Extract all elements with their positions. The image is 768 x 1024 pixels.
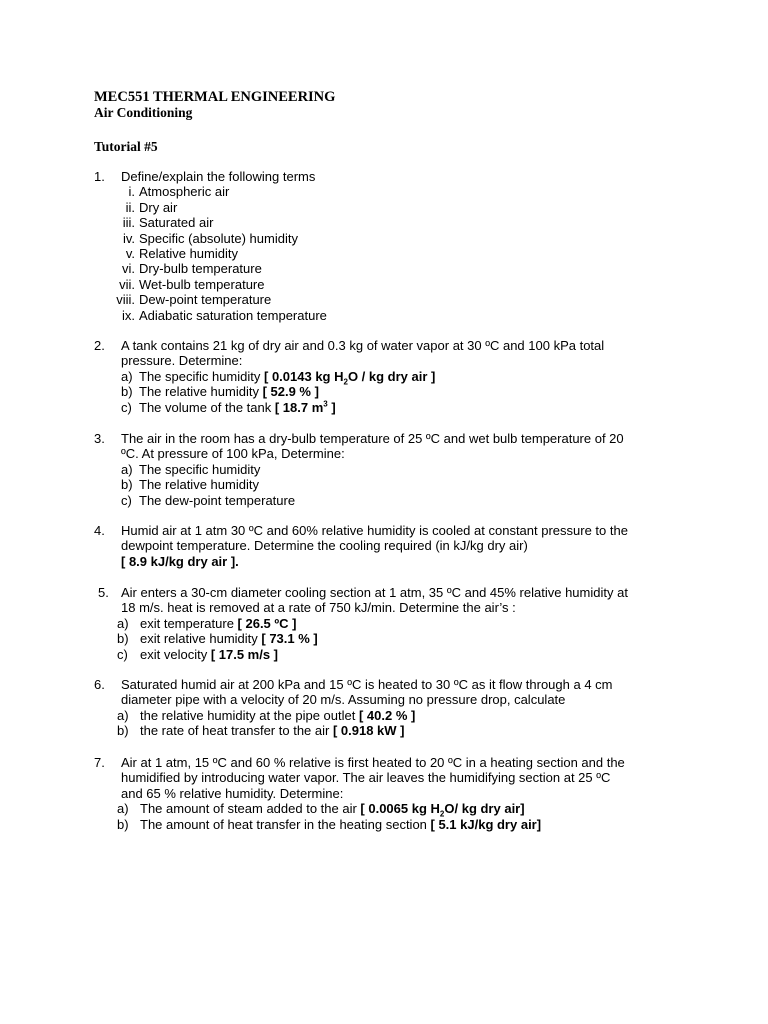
question-number: 4. bbox=[94, 523, 105, 538]
item-text: the rate of heat transfer to the air bbox=[140, 723, 333, 739]
item-marker: b) bbox=[117, 816, 129, 832]
answer: [ 8.9 kJ/kg dry air ]. bbox=[121, 553, 239, 569]
question-body bbox=[117, 677, 681, 739]
item-text: exit velocity bbox=[140, 646, 211, 662]
list-item bbox=[117, 723, 681, 739]
question-number: 5. bbox=[98, 585, 109, 600]
list-item bbox=[121, 493, 681, 508]
item-marker: a) bbox=[121, 461, 133, 477]
terms-list bbox=[116, 184, 681, 323]
item-text: Dew-point temperature bbox=[139, 292, 272, 308]
item-text: Saturated air bbox=[139, 215, 214, 231]
list-item bbox=[121, 384, 681, 399]
list-item bbox=[117, 631, 681, 647]
item-marker: iv. bbox=[122, 230, 135, 246]
question-text: Air enters a 30-cm diameter cooling section at 1 atm, 35 ºC and 45% relative humidity at bbox=[121, 585, 628, 600]
question-body bbox=[116, 169, 681, 323]
question-text: A tank contains 21 kg of dry air and 0.3 kg of water vapor at 30 ºC and 100 kPa total bbox=[121, 338, 605, 353]
item-text: The specific humidity bbox=[139, 368, 264, 384]
sub-questions bbox=[117, 707, 681, 739]
item-marker: v. bbox=[125, 246, 135, 262]
list-item bbox=[121, 231, 681, 246]
list-item bbox=[117, 801, 681, 819]
question-body bbox=[121, 338, 681, 415]
question-text: dewpoint temperature. Determine the cooling required (in kJ/kg dry air) bbox=[121, 538, 528, 554]
sub-questions bbox=[117, 801, 681, 832]
item-marker: b) bbox=[121, 477, 133, 493]
item-marker: a) bbox=[117, 801, 129, 817]
item-text: Atmospheric air bbox=[139, 184, 230, 200]
question-number: 3. bbox=[94, 431, 105, 446]
list-item bbox=[117, 816, 681, 832]
list-item bbox=[121, 215, 681, 230]
question-text: The air in the room has a dry-bulb temperature of 25 ºC and wet bulb temperature of 20 bbox=[121, 431, 624, 446]
course-title: MEC551 THERMAL ENGINEERING bbox=[94, 89, 336, 105]
item-text: The dew-point temperature bbox=[139, 492, 296, 508]
item-text: exit relative humidity bbox=[140, 631, 262, 647]
item-text: Specific (absolute) humidity bbox=[139, 230, 298, 246]
question-text: Air at 1 atm, 15 ºC and 60 % relative is first heated to 20 ºC in a heating section and the bbox=[121, 755, 625, 770]
tutorial-label: Tutorial #5 bbox=[94, 139, 158, 154]
item-text: exit temperature bbox=[140, 615, 238, 631]
list-item bbox=[117, 707, 681, 723]
item-text: Dry-bulb temperature bbox=[139, 261, 262, 277]
answer: [ 18.7 $m^3$ ] bbox=[274, 399, 336, 415]
list-item bbox=[121, 368, 681, 387]
question-number: 2. bbox=[94, 338, 105, 353]
item-marker: a) bbox=[121, 368, 133, 384]
item-marker: b) bbox=[121, 384, 133, 400]
list-item bbox=[121, 184, 681, 199]
question-body bbox=[121, 431, 681, 508]
question-text: ºC. At pressure of 100 kPa, Determine: bbox=[121, 446, 345, 462]
item-marker: a) bbox=[117, 615, 129, 631]
item-text: Adiabatic saturation temperature bbox=[139, 307, 327, 323]
list-item bbox=[121, 277, 681, 292]
item-text: The amount of steam added to the air bbox=[140, 801, 361, 817]
item-marker: iii. bbox=[122, 215, 135, 231]
answer: [ 0.918 kW ] bbox=[332, 723, 405, 739]
item-text: Dry air bbox=[139, 199, 178, 215]
question-number: 7. bbox=[94, 755, 105, 770]
item-text: Relative humidity bbox=[139, 246, 238, 262]
sub-questions bbox=[121, 462, 681, 508]
list-item bbox=[117, 615, 681, 631]
list-item bbox=[116, 292, 681, 308]
question-text: 18 m/s. heat is removed at a rate of 750 kJ/min. Determine the air’s : bbox=[121, 600, 516, 616]
topic-title: Air Conditioning bbox=[94, 105, 193, 120]
item-text: The amount of heat transfer in the heating section bbox=[140, 816, 431, 832]
item-marker: viii. bbox=[116, 292, 135, 308]
item-marker: i. bbox=[128, 184, 135, 200]
question-number: 1. bbox=[94, 169, 105, 184]
question-number: 6. bbox=[94, 677, 105, 692]
list-item bbox=[121, 246, 681, 261]
list-item bbox=[121, 261, 681, 276]
list-item bbox=[121, 400, 681, 415]
question-text: diameter pipe with a velocity of 20 m/s. Assuming no pressure drop, calculate bbox=[121, 692, 566, 708]
answer: [ 26.5 ºC ] bbox=[237, 615, 297, 631]
question-body bbox=[117, 585, 681, 662]
item-text: Wet-bulb temperature bbox=[139, 276, 265, 292]
sub-questions bbox=[117, 615, 681, 662]
question-text: Define/explain the following terms bbox=[121, 169, 316, 184]
item-marker: a) bbox=[117, 707, 129, 723]
list-item bbox=[121, 200, 681, 215]
item-marker: b) bbox=[117, 631, 129, 647]
item-text: The relative humidity bbox=[139, 477, 259, 493]
sub-questions bbox=[121, 369, 681, 415]
question-text: humidified by introducing water vapor. The air leaves the humidifying section at 25 ºC bbox=[121, 770, 611, 786]
item-marker: vi. bbox=[122, 261, 135, 277]
list-item bbox=[121, 477, 681, 492]
answer: [ 5.1 kJ/kg dry air] bbox=[430, 816, 542, 832]
list-item bbox=[117, 646, 681, 662]
item-text: the relative humidity at the pipe outlet bbox=[140, 707, 359, 723]
list-item bbox=[121, 308, 681, 323]
item-text: The specific humidity bbox=[139, 461, 261, 477]
answer: [ 0.0065 kg $H_2O/$ kg dry air] bbox=[360, 801, 525, 819]
item-text: The relative humidity bbox=[139, 384, 263, 400]
item-marker: c) bbox=[117, 646, 128, 662]
answer: [ 17.5 m/s ] bbox=[210, 646, 279, 662]
question-text: pressure. Determine: bbox=[121, 353, 243, 369]
answer: [ 0.0143 kg $H_2O$ / kg dry air ] bbox=[264, 368, 436, 387]
item-marker: c) bbox=[121, 399, 132, 415]
question-text: Humid air at 1 atm 30 ºC and 60% relative humidity is cooled at constant pressure to the bbox=[121, 523, 628, 538]
answer: [ 40.2 % ] bbox=[358, 707, 416, 723]
item-marker: b) bbox=[117, 723, 129, 739]
item-marker: ix. bbox=[122, 307, 135, 323]
question-body bbox=[121, 523, 681, 569]
list-item bbox=[121, 462, 681, 477]
item-marker: vii. bbox=[119, 276, 135, 292]
question-text: and 65 % relative humidity. Determine: bbox=[121, 785, 344, 801]
item-marker: c) bbox=[121, 492, 132, 508]
answer: [ 52.9 % ] bbox=[262, 384, 319, 400]
question-text: Saturated humid air at 200 kPa and 15 ºC is heated to 30 ºC as it flow through a 4 cm bbox=[121, 677, 613, 692]
answer: [ 73.1 % ] bbox=[261, 631, 318, 647]
item-marker: ii. bbox=[125, 199, 135, 215]
question-body bbox=[117, 755, 681, 832]
item-text: The volume of the tank bbox=[139, 399, 275, 415]
